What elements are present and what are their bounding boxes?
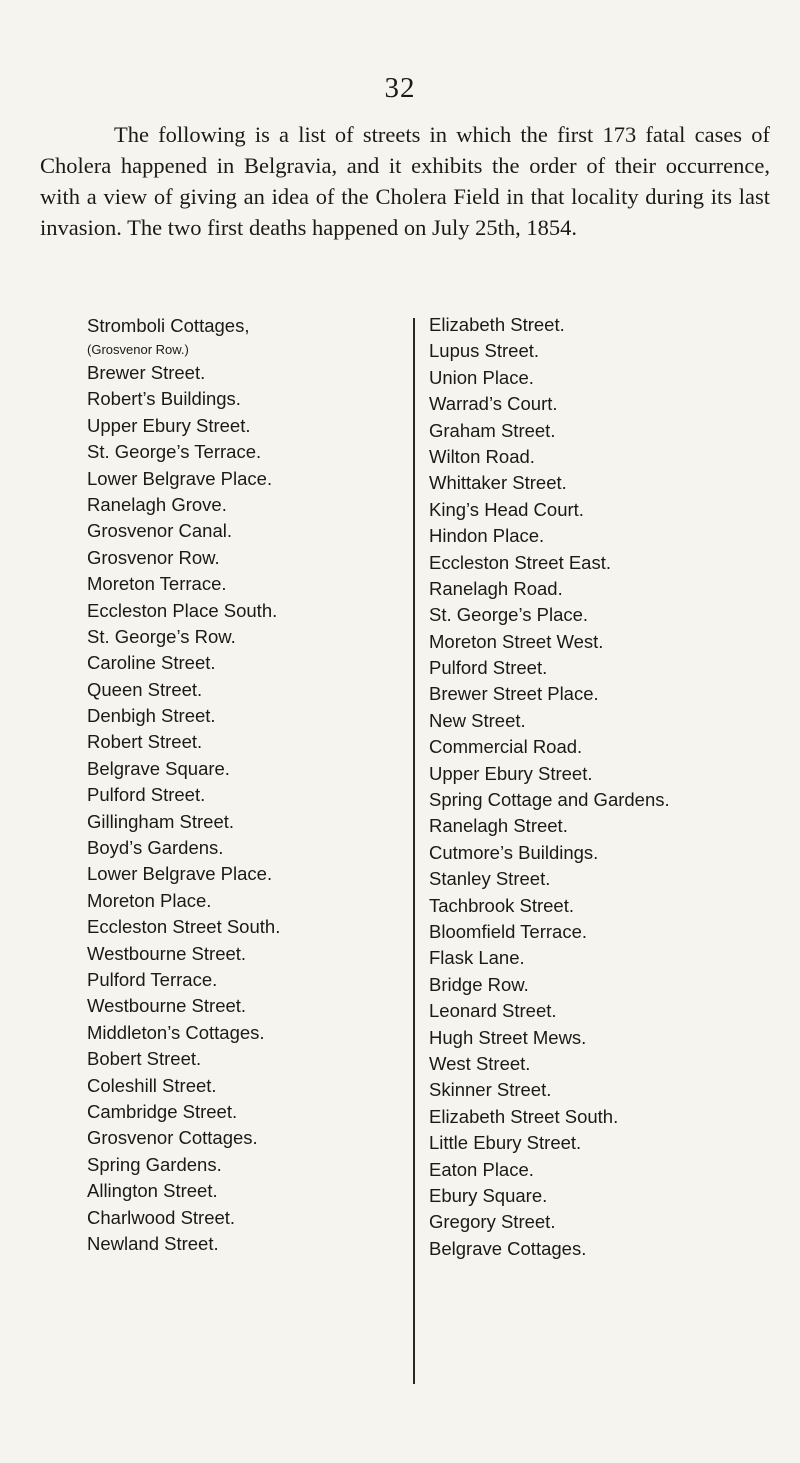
street-list-item: Union Place.: [429, 366, 534, 388]
street-list-item: Leonard Street.: [429, 1000, 557, 1022]
street-list-item: Moreton Street West.: [429, 630, 604, 652]
street-list-item: Brewer Street.: [87, 362, 206, 383]
street-list-item: Warrad’s Court.: [429, 393, 558, 415]
street-list-item: Grosvenor Cottages.: [87, 1127, 258, 1149]
street-list-item: Lupus Street.: [429, 340, 540, 362]
street-list-item: St. George’s Place.: [429, 604, 589, 626]
street-list-item: Upper Ebury Street.: [87, 414, 251, 436]
street-list-item: King’s Head Court.: [429, 498, 584, 520]
street-list-item: Grosvenor Canal.: [87, 520, 232, 542]
street-list-item: Caroline Street.: [87, 652, 216, 674]
street-list-item: Boyd’s Gardens.: [87, 837, 224, 859]
street-list-item: St. George’s Row.: [87, 625, 236, 647]
street-list-item: Middleton’s Cottages.: [87, 1021, 265, 1043]
street-list-item: Westbourne Street.: [87, 995, 247, 1017]
street-list-item: Upper Ebury Street.: [429, 762, 593, 784]
street-list-item: St. George’s Terrace.: [87, 441, 262, 463]
street-list-item: Westbourne Street.: [87, 942, 247, 964]
street-list-item: Ranelagh Road.: [429, 577, 563, 599]
street-list-item: Stanley Street.: [429, 868, 551, 890]
street-list-item: Charlwood Street.: [87, 1206, 236, 1228]
street-list-item: Grosvenor Row.: [87, 546, 220, 568]
street-list-item: Whittaker Street.: [429, 472, 567, 494]
street-list-item: Moreton Terrace.: [87, 573, 227, 595]
street-list-item: Elizabeth Street South.: [429, 1105, 619, 1127]
street-list-item: Robert Street.: [87, 731, 203, 753]
street-list-left: [87, 312, 280, 1257]
street-list-item: Pulford Terrace.: [87, 968, 218, 990]
street-list-item: Belgrave Square.: [87, 757, 230, 779]
page-number: 32: [384, 72, 416, 104]
street-list-item: Cambridge Street.: [87, 1100, 238, 1122]
street-list-item: Queen Street.: [87, 678, 203, 700]
street-list-item: West Street.: [429, 1052, 531, 1074]
street-list-item: Brewer Street Place.: [429, 683, 599, 705]
street-list-item: Eaton Place.: [429, 1158, 534, 1180]
street-list-item: Allington Street.: [87, 1180, 218, 1202]
street-list-item: Skinner Street.: [429, 1079, 552, 1101]
street-list-item: Eccleston Place South.: [87, 599, 278, 621]
street-list-item: Spring Cottage and Gardens.: [429, 789, 670, 811]
street-list-item: Belgrave Cottages.: [429, 1237, 587, 1259]
street-list-item: Coleshill Street.: [87, 1074, 217, 1096]
street-list-item: New Street.: [429, 709, 526, 731]
street-list-item: Ranelagh Street.: [429, 815, 568, 837]
street-list-item: Bloomfield Terrace.: [429, 920, 588, 942]
street-list-item: Little Ebury Street.: [429, 1132, 582, 1154]
street-list-item: Gillingham Street.: [87, 810, 235, 832]
street-list-item: Ebury Square.: [429, 1184, 548, 1206]
street-list-item: Pulford Street.: [429, 657, 548, 679]
street-list-item: Ranelagh Grove.: [87, 493, 227, 515]
street-list-item: Elizabeth Street.: [429, 314, 565, 335]
street-list-item: Eccleston Street South.: [87, 916, 281, 938]
street-list-item: Cutmore’s Buildings.: [429, 841, 599, 863]
street-list-item: Wilton Road.: [429, 445, 535, 467]
street-list-item: Flask Lane.: [429, 947, 525, 969]
street-list-item: Spring Gardens.: [87, 1153, 222, 1175]
street-list-item: Pulford Street.: [87, 784, 206, 806]
street-list-item-note: (Grosvenor Row.): [87, 342, 189, 357]
street-list-item: Bridge Row.: [429, 973, 529, 995]
street-list-item: Robert’s Buildings.: [87, 388, 241, 410]
column-divider: [413, 318, 415, 1384]
street-list-item: Hugh Street Mews.: [429, 1026, 587, 1048]
street-list-item: Stromboli Cottages,: [87, 315, 250, 336]
street-list-item: Graham Street.: [429, 419, 556, 441]
street-list-item: Eccleston Street East.: [429, 551, 612, 573]
street-list-item: Lower Belgrave Place.: [87, 467, 273, 489]
street-list-item: Lower Belgrave Place.: [87, 863, 273, 885]
street-list-item: Denbigh Street.: [87, 705, 216, 727]
street-list-item: Gregory Street.: [429, 1211, 556, 1233]
street-list-item: Bobert Street.: [87, 1048, 202, 1070]
street-list-item: Hindon Place.: [429, 525, 545, 547]
street-list-item: Moreton Place.: [87, 889, 212, 911]
street-list-item: Commercial Road.: [429, 736, 583, 758]
street-list-item: Tachbrook Street.: [429, 894, 574, 916]
street-list-item: Newland Street.: [87, 1232, 219, 1254]
street-list-right: [429, 312, 670, 1262]
intro-paragraph: The following is a list of streets in which the first 173 fatal cases of Cholera happened in Belgravia, and it exhibits the order of their occurrence, with a view of giving an idea of the Cholera Field in that locality during its last invasion. The two first deaths happened on July 25th, 1854.: [40, 122, 770, 240]
